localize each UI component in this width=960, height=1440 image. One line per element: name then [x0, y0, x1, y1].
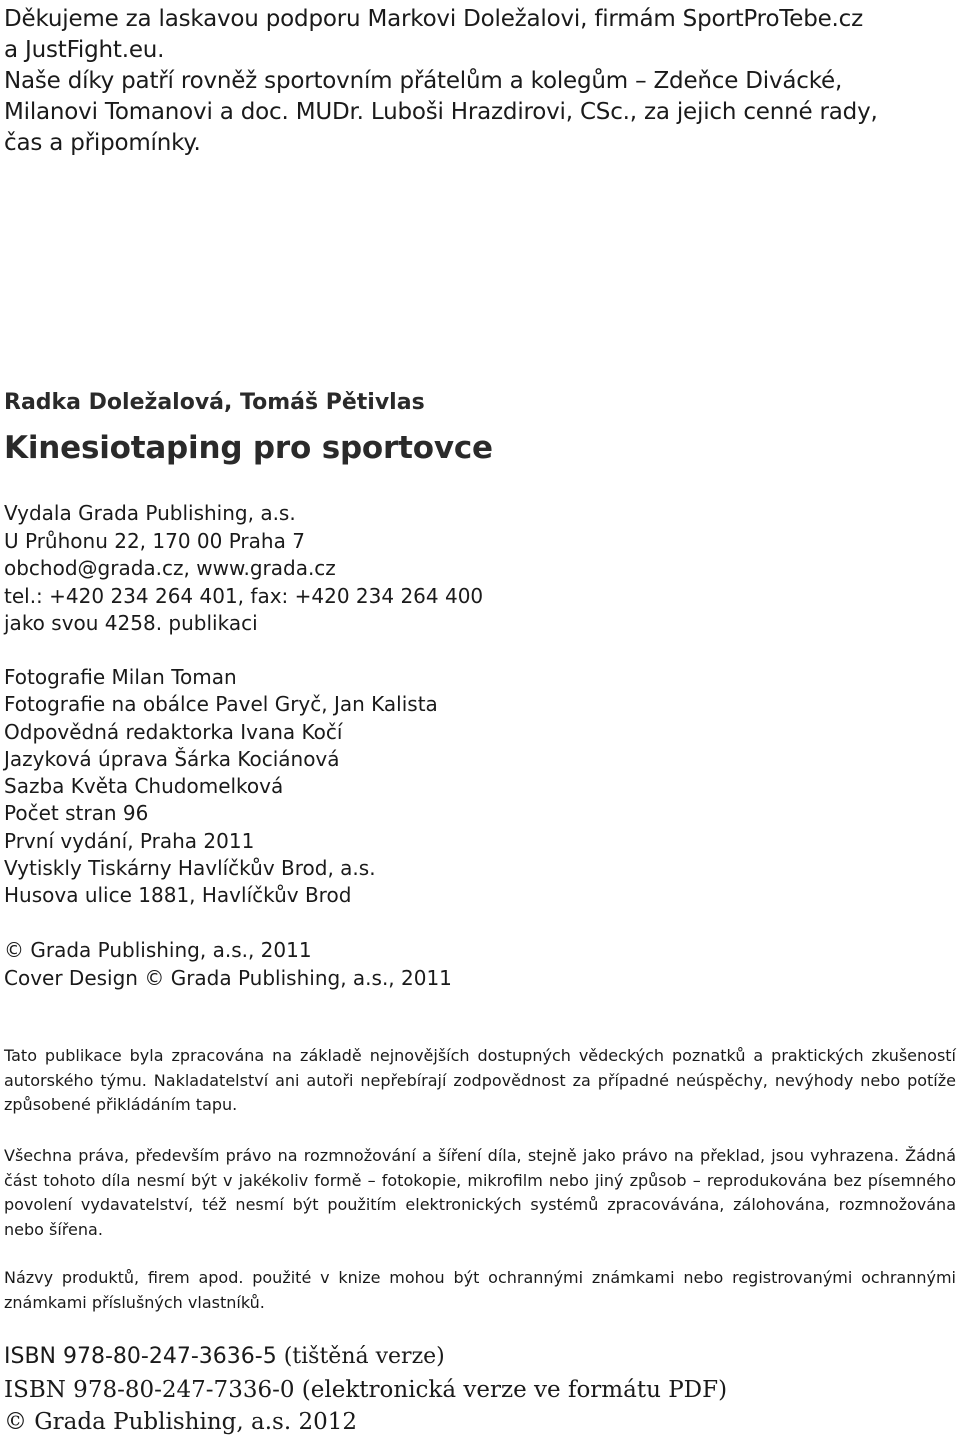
credit-line: Sazba Květa Chudomelková	[4, 774, 284, 799]
acknowledgements	[4, 4, 878, 159]
ebook-copyright: © Grada Publishing, a.s. 2012	[4, 1409, 357, 1435]
acknowledgement-line: Milanovi Tomanovi a doc. MUDr. Luboši Hrazdirovi, CSc., za jejich cenné rady,	[4, 99, 878, 125]
publisher-line: jako svou 4258. publikaci	[4, 611, 258, 635]
acknowledgement-line: čas a připomínky.	[4, 130, 201, 156]
trademarks-paragraph	[4, 1266, 956, 1315]
credit-line: Fotografie Milan Toman	[4, 665, 237, 689]
isbn-print-number: ISBN 978-80-247-3636-5	[4, 1344, 277, 1369]
acknowledgement-line: a JustFight.eu.	[4, 37, 165, 63]
isbn-print	[4, 1344, 445, 1369]
publisher-info	[4, 500, 483, 638]
isbn-print-label: (tištěná verze)	[283, 1344, 445, 1369]
publisher-line: Vydala Grada Publishing, a.s.	[4, 501, 296, 525]
rights-paragraph	[4, 1144, 956, 1242]
credit-line: Fotografie na obálce Pavel Gryč, Jan Kalista	[4, 692, 438, 717]
credit-line: Odpovědná redaktorka Ivana Kočí	[4, 719, 343, 744]
credit-line: Vytiskly Tiskárny Havlíčkův Brod, a.s.	[4, 856, 376, 881]
disclaimer-paragraph	[4, 1044, 956, 1118]
publisher-line: obchod@grada.cz, www.grada.cz	[4, 556, 336, 580]
credit-line: Jazyková úprava Šárka Kociánová	[4, 746, 340, 771]
trademarks-text: Názvy produktů, firem apod. použité v knize mohou být ochrannými známkami nebo registrovanými ochrannými známkami příslušných vlastníků.	[4, 1268, 956, 1312]
isbn-electronic: ISBN 978-80-247-7336-0 (elektronická verze ve formátu PDF)	[4, 1377, 728, 1403]
book-title: Kinesiotaping pro sportovce	[4, 430, 493, 466]
credits	[4, 664, 438, 910]
credit-line: Počet stran 96	[4, 801, 149, 826]
copyright-line: © Grada Publishing, a.s., 2011	[4, 938, 312, 962]
book-authors: Radka Doležalová, Tomáš Pětivlas	[4, 390, 425, 415]
credit-line: Husova ulice 1881, Havlíčkův Brod	[4, 883, 352, 908]
rights-text: Všechna práva, především právo na rozmnožování a šíření díla, stejně jako právo na překlad, jsou vyhrazena. Žádná část tohoto díla nesmí být v jakékoliv formě – fotokopie, mikrofilm nebo jiný způsob – reprodukována bez písemného povolení vydavatelství, též nesmí být použitím elektronických systémů zpracovávána, zálohována, rozmnožována nebo šířena.	[4, 1146, 956, 1239]
publisher-line: U Průhonu 22, 170 00 Praha 7	[4, 528, 305, 553]
disclaimer-text: Tato publikace byla zpracována na základě nejnovějších dostupných vědeckých poznatků a praktických zkušeností autorského týmu. Nakladatelství ani autoři nepřebírají zodpovědnost za případné neúspěchy, nevýhody nebo potíže způsobené přikládáním tapu.	[4, 1046, 956, 1114]
acknowledgement-line: Naše díky patří rovněž sportovním přátelům a kolegům – Zdeňce Divácké,	[4, 68, 843, 94]
copyright-notices	[4, 936, 452, 992]
credit-line: První vydání, Praha 2011	[4, 828, 255, 853]
publisher-line: tel.: +420 234 264 401, fax: +420 234 264 400	[4, 583, 484, 608]
copyright-line: Cover Design © Grada Publishing, a.s., 2011	[4, 966, 452, 990]
isbn-electronic-block	[4, 1374, 727, 1438]
acknowledgement-line: Děkujeme za laskavou podporu Markovi Doležalovi, firmám SportProTebe.cz	[4, 6, 863, 32]
